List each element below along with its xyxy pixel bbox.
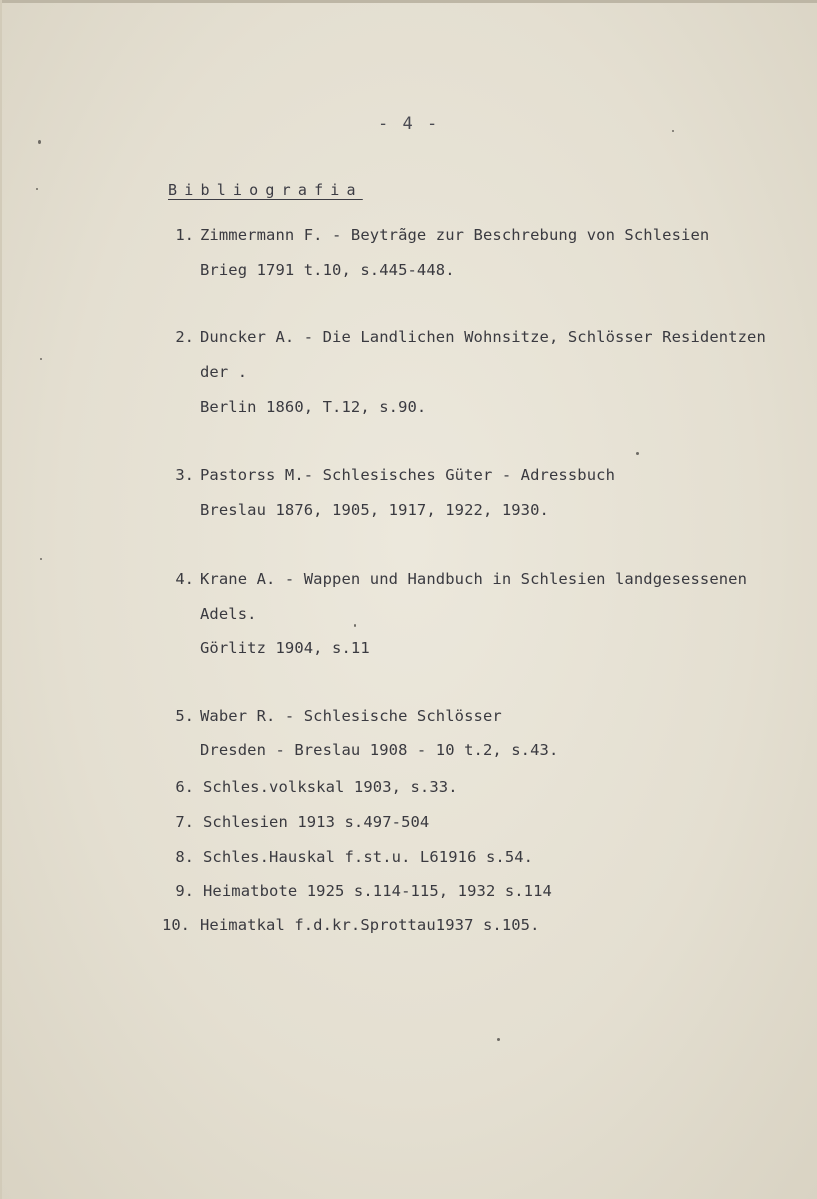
entry-number: 8. (175, 848, 194, 866)
entry-line: der . (200, 363, 248, 381)
paper-speck (36, 188, 38, 190)
entry-number: 10. (162, 916, 190, 934)
paper-speck (672, 130, 674, 132)
entry-number: 2. (175, 328, 194, 346)
entry-number: 7. (175, 813, 194, 831)
page-edge-left (0, 0, 2, 1199)
paper-speck (497, 1038, 500, 1041)
entry-line: Heimatkal f.d.kr.Sprottau1937 s.105. (200, 916, 540, 934)
entry-line: Duncker A. - Die Landlichen Wohnsitze, Schlösser Residentzen (200, 328, 766, 346)
bibliography-heading: Bibliografia (168, 181, 363, 199)
entry-number: 9. (175, 882, 194, 900)
entry-line: Krane A. - Wappen und Handbuch in Schlesien landgesessenen (200, 570, 748, 588)
paper-speck (40, 558, 42, 560)
entry-line: Schles.volkskal 1903, s.33. (203, 778, 458, 796)
entry-line: Heimatbote 1925 s.114-115, 1932 s.114 (203, 882, 552, 900)
entry-line: Görlitz 1904, s.11 (200, 639, 370, 657)
entry-number: 4. (175, 570, 194, 588)
entry-line: Waber R. - Schlesische Schlösser (200, 707, 502, 725)
entry-line: Pastorss M.- Schlesisches Güter - Adressbuch (200, 466, 615, 484)
entry-number: 1. (175, 226, 194, 244)
paper-speck (38, 140, 41, 144)
entry-line: Dresden - Breslau 1908 - 10 t.2, s.43. (200, 741, 559, 759)
entry-line: Schlesien 1913 s.497-504 (203, 813, 430, 831)
entry-line: Adels. (200, 605, 257, 623)
paper-speck (354, 624, 356, 627)
entry-line: Schles.Hauskal f.st.u. L61916 s.54. (203, 848, 534, 866)
page-number: - 4 - (378, 114, 440, 134)
entry-number: 6. (175, 778, 194, 796)
entry-number: 5. (175, 707, 194, 725)
entry-line: Zimmermann F. - Beytrãge zur Beschrebung von Schlesien (200, 226, 710, 244)
page-edge-top (0, 0, 817, 3)
entry-line: Brieg 1791 t.10, s.445-448. (200, 261, 455, 279)
entry-line: Berlin 1860, T.12, s.90. (200, 398, 427, 416)
entry-line: Breslau 1876, 1905, 1917, 1922, 1930. (200, 501, 549, 519)
entry-number: 3. (175, 466, 194, 484)
paper-speck (40, 358, 42, 360)
paper-speck (636, 452, 639, 455)
